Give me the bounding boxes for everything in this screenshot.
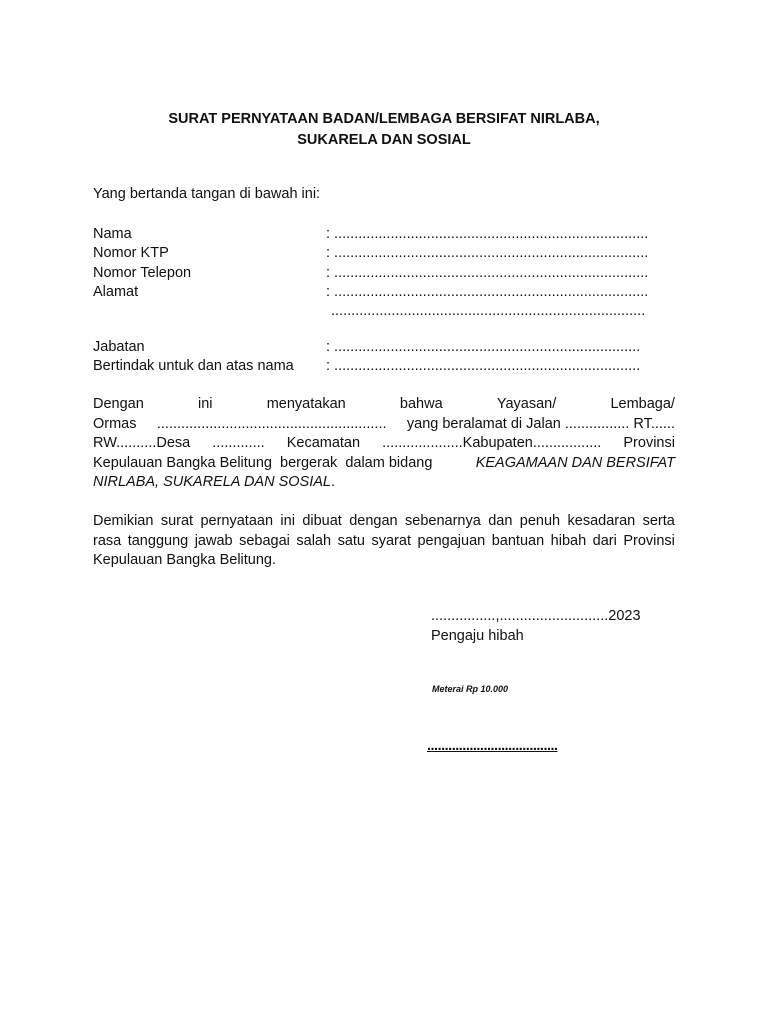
word: Ormas <box>93 415 137 432</box>
statement-line-4 <box>93 454 675 474</box>
word: ini <box>280 513 295 529</box>
word: sebagai <box>239 532 290 549</box>
rw-desa-blank: RW..........Desa <box>93 435 191 451</box>
field-label-ktp: Nomor KTP <box>93 245 169 261</box>
word: rasa <box>93 532 122 549</box>
word: Provinsi <box>623 532 675 549</box>
signature-name-line: ..................................... <box>427 738 558 754</box>
word: tanggung <box>127 532 189 549</box>
field-value-bertindak: : ............................................................................ <box>326 358 641 374</box>
field-label-nama: Nama <box>93 226 132 242</box>
word: pernyataan <box>200 513 274 529</box>
word: syarat <box>371 532 411 549</box>
address-blank: yang beralamat di Jalan ................ RT...... <box>406 415 675 432</box>
signature-date: ................,...........................2023 <box>431 608 641 624</box>
field-of-activity: KEAGAMAAN DAN BERSIFAT <box>475 454 675 471</box>
word: dibuat <box>302 513 342 529</box>
word: serta <box>642 513 675 529</box>
field-of-activity-continued: NIRLABA, SUKARELA DAN SOSIAL <box>93 474 331 490</box>
closing-line-3 <box>93 551 675 571</box>
field-value-alamat: : .............................................................................. <box>326 284 649 300</box>
statement-line-1 <box>93 395 675 415</box>
signature-role: Pengaju hibah <box>431 628 524 644</box>
field-value-alamat-continued: .............................................................................. <box>331 303 646 319</box>
word: bantuan <box>491 532 545 549</box>
word: ini <box>198 396 213 412</box>
closing-line-1 <box>93 512 675 532</box>
word: Kecamatan <box>286 435 361 451</box>
word: Lembaga/ <box>610 396 675 412</box>
word: sebenarnya <box>405 513 481 529</box>
closing-line-2 <box>93 532 675 552</box>
word: hibah <box>550 532 587 549</box>
word: dan <box>488 513 513 529</box>
closing-paragraph <box>93 512 675 571</box>
word: penuh <box>519 513 561 529</box>
intro-text: Yang bertanda tangan di bawah ini: <box>93 186 321 202</box>
field-label-alamat: Alamat <box>93 284 139 300</box>
word: Yayasan/ <box>496 396 557 412</box>
meterai-stamp-label: Meterai Rp 10.000 <box>432 684 509 694</box>
field-label-bertindak: Bertindak untuk dan atas nama <box>93 358 294 374</box>
word: salah <box>296 532 332 549</box>
word: pengajuan <box>417 532 486 549</box>
word: dengan <box>349 513 398 529</box>
field-value-ktp: : .............................................................................. <box>326 245 649 261</box>
statement-text: Kepulauan Bangka Belitung bergerak dalam bidang <box>93 454 433 471</box>
word: menyatakan <box>266 396 346 412</box>
word: jawab <box>194 532 233 549</box>
field-value-nama: : .............................................................................. <box>326 226 649 242</box>
word: dari <box>592 532 617 549</box>
period: . <box>331 474 336 490</box>
document-title-line-1: SURAT PERNYATAAN BADAN/LEMBAGA BERSIFAT NIRLABA, <box>168 111 600 127</box>
word: kesadaran <box>567 513 636 529</box>
statement-paragraph <box>93 395 675 493</box>
kabupaten-blank: ....................Kabupaten................. <box>382 435 602 451</box>
word: bahwa <box>399 396 443 412</box>
word: Provinsi <box>623 435 675 451</box>
field-label-telepon: Nomor Telepon <box>93 265 192 281</box>
field-value-jabatan: : ............................................................................ <box>326 339 641 355</box>
ormas-blank: ......................................................... <box>156 415 387 432</box>
word: surat <box>160 513 194 529</box>
word: ............. <box>212 435 265 451</box>
statement-line-5 <box>93 473 675 493</box>
word: satu <box>337 532 365 549</box>
word: Demikian <box>93 513 154 529</box>
document-title-line-2: SUKARELA DAN SOSIAL <box>297 132 471 148</box>
statement-line-2 <box>93 415 675 435</box>
statement-line-3 <box>93 434 675 454</box>
field-value-telepon: : .............................................................................. <box>326 265 649 281</box>
field-label-jabatan: Jabatan <box>93 339 145 355</box>
closing-text-end: Kepulauan Bangka Belitung. <box>93 552 277 568</box>
word: Dengan <box>93 396 144 412</box>
